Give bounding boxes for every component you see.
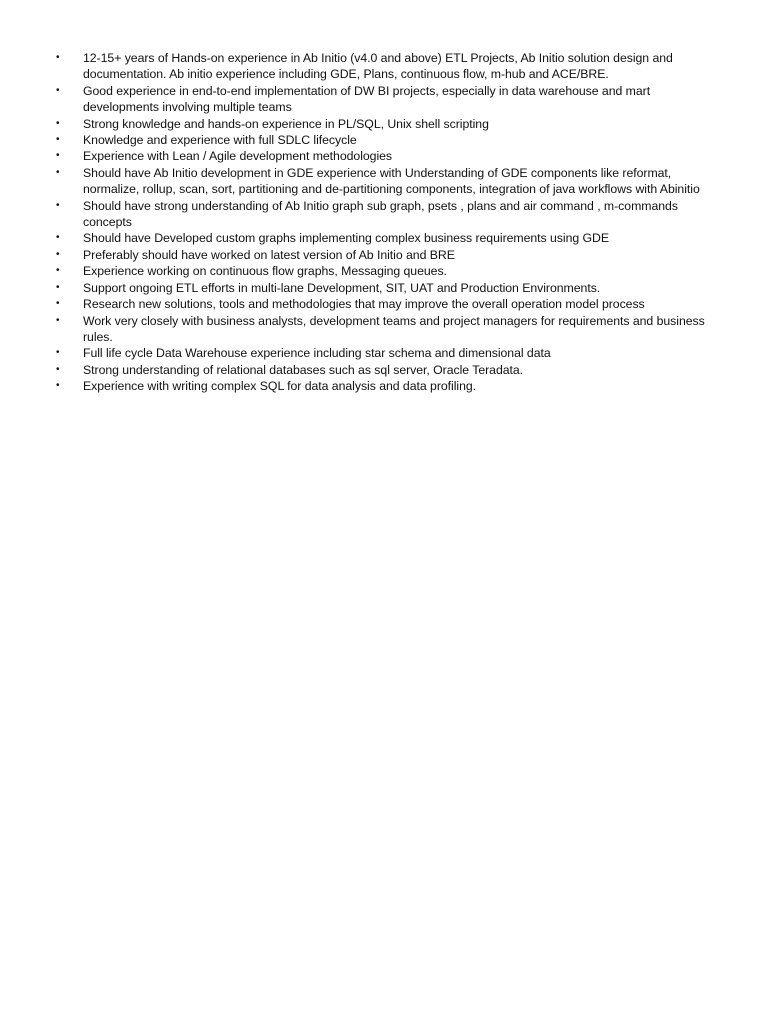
list-item (56, 230, 706, 246)
list-item (56, 148, 706, 164)
list-item-text: Should have Developed custom graphs implementing complex business requirements using GDE (83, 231, 610, 246)
list-item-text: Experience working on continuous flow graphs, Messaging queues. (83, 264, 447, 279)
bullet-icon: • (56, 363, 60, 375)
bullet-icon: • (56, 84, 60, 96)
list-item (56, 116, 706, 132)
bullet-icon: • (56, 117, 60, 129)
list-item-text: Full life cycle Data Warehouse experience including star schema and dimensional data (83, 346, 551, 361)
bullet-icon: • (56, 248, 60, 260)
list-item (56, 313, 706, 346)
bullet-icon: • (56, 232, 60, 244)
list-item (56, 378, 706, 394)
list-item-text: Should have Ab Initio development in GDE experience with Understanding of GDE components like reformat, normalize, rollup, scan, sort, partitioning and de-partitioning components, integration of java workflows with Abinitio (83, 165, 700, 197)
list-item-text: Strong understanding of relational databases such as sql server, Oracle Teradata. (83, 362, 524, 377)
bullet-icon: • (56, 265, 60, 277)
list-item-text: 12-15+ years of Hands-on experience in Ab Initio (v4.0 and above) ETL Projects, Ab Initio solution design and documentation. Ab initio experience including GDE, Plans, continuous flow, m-hub and ACE/BRE. (83, 51, 673, 82)
list-item-text: Research new solutions, tools and methodologies that may improve the overall operation model process (83, 297, 645, 312)
list-item (56, 280, 706, 296)
list-item (56, 83, 706, 116)
bullet-icon: • (56, 347, 60, 359)
bullet-icon: • (56, 150, 60, 162)
list-item (56, 362, 706, 378)
bullet-icon: • (56, 52, 60, 63)
list-item-text: Preferably should have worked on latest version of Ab Initio and BRE (83, 247, 455, 262)
bullet-icon: • (56, 281, 60, 293)
list-item (56, 247, 706, 263)
bullet-icon: • (56, 314, 60, 326)
bullet-icon: • (56, 166, 60, 178)
requirements-list (56, 50, 706, 395)
list-item-text: Support ongoing ETL efforts in multi-lane Development, SIT, UAT and Production Environments. (83, 280, 601, 295)
bullet-icon: • (56, 298, 60, 310)
bullet-icon: • (56, 134, 60, 146)
list-item (56, 263, 706, 279)
list-item-text: Should have strong understanding of Ab Initio graph sub graph, psets , plans and air command , m-commands concepts (83, 198, 678, 230)
list-item-text: Good experience in end-to-end implementation of DW BI projects, especially in data warehouse and mart developments involving multiple teams (83, 83, 651, 115)
list-item (56, 50, 706, 83)
list-item-text: Experience with Lean / Agile development methodologies (83, 149, 393, 164)
list-item (56, 345, 706, 361)
bullet-icon: • (56, 199, 60, 211)
list-item-text: Strong knowledge and hands-on experience in PL/SQL, Unix shell scripting (83, 116, 489, 131)
list-item-text: Knowledge and experience with full SDLC lifecycle (83, 133, 357, 148)
bullet-icon: • (56, 380, 60, 392)
list-item (56, 165, 706, 198)
list-item (56, 296, 706, 312)
list-item-text: Experience with writing complex SQL for data analysis and data profiling. (83, 379, 477, 394)
list-item (56, 132, 706, 148)
list-item-text: Work very closely with business analysts, development teams and project managers for requirements and business rules. (83, 313, 705, 344)
list-item (56, 198, 706, 231)
